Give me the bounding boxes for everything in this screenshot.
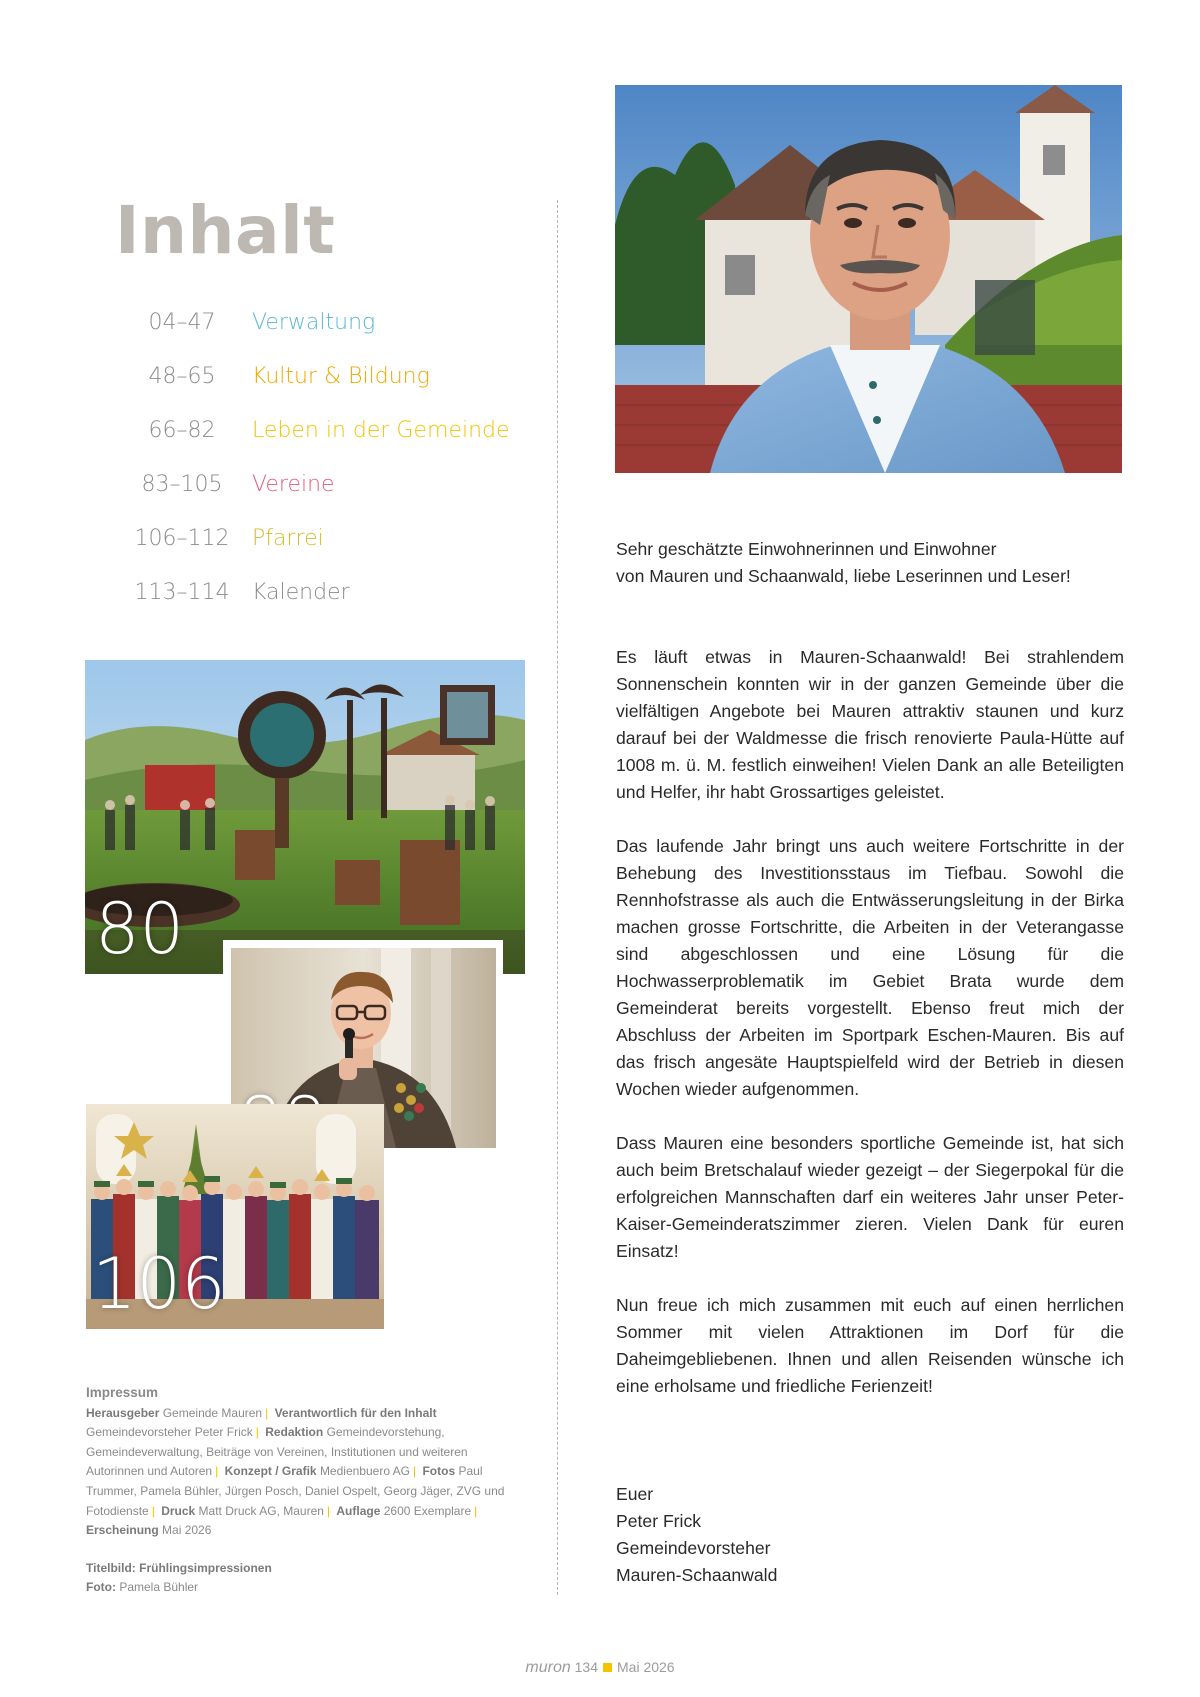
cover-photo-credit: Pamela Bühler xyxy=(119,1580,199,1595)
impressum xyxy=(86,1383,526,1598)
letter-paragraph: Dass Mauren eine besonders sportliche Gemeinde ist, hat sich auch beim Bretschalauf wieder gezeigt – der Siegerpokal für die erfolgreichen Mannschaften darf ein weiteres Jahr unser Peter-Kaiser-Gemeinderatszimmer zieren. Vielen Dank für euren Einsatz! xyxy=(616,1133,1124,1261)
salutation-line: Sehr geschätzte Einwohnerinnen und Einwohner xyxy=(616,539,997,559)
photo-market-80[interactable] xyxy=(85,660,525,974)
impressum-value: Medienbuero AG xyxy=(319,1464,410,1479)
issue-date: Mai 2026 xyxy=(617,1659,675,1675)
impressum-label: Auflage xyxy=(336,1503,381,1518)
letter-paragraph: Nun freue ich mich zusammen mit euch auf einen herrlichen Sommer mit vielen Attraktionen im Dorf für die Daheimgebliebenen. Ihnen und allen Reisenden wünsche ich eine erholsame und friedliche Ferienzeit! xyxy=(616,1295,1124,1396)
toc-label: Verwaltung xyxy=(252,310,376,335)
toc-pages: 83–105 xyxy=(141,472,223,497)
impressum-label: Druck xyxy=(161,1503,196,1518)
toc-label: Kultur & Bildung xyxy=(252,364,430,389)
impressum-value: Mai 2026 xyxy=(162,1523,212,1538)
impressum-label: Redaktion xyxy=(265,1425,324,1440)
toc-label: Leben in der Gemeinde xyxy=(252,418,510,443)
impressum-label: Konzept / Grafik xyxy=(224,1464,317,1479)
impressum-value: 2600 Exemplare xyxy=(383,1503,472,1518)
toc-item-kultur[interactable] xyxy=(112,364,552,418)
separator: | xyxy=(151,1503,155,1518)
separator: | xyxy=(265,1405,269,1420)
page-footer xyxy=(0,1659,1200,1677)
toc-pages: 04–47 xyxy=(148,310,216,335)
impressum-value: Gemeindevorstehung, Gemeindeverwaltung, Beiträge von Vereinen, Institutionen und weiteren Autorinnen und Autoren xyxy=(86,1425,468,1479)
impressum-value: Paul Trummer, Pamela Bühler, Jürgen Posch, Daniel Ospelt, Georg Jäger, ZVG und Fotodienste xyxy=(86,1464,505,1518)
toc-item-verwaltung[interactable] xyxy=(112,310,552,364)
page-title: Inhalt xyxy=(115,192,336,269)
impressum-value: Gemeindevorsteher Peter Frick xyxy=(86,1425,253,1440)
toc-pages: 113–114 xyxy=(134,580,230,605)
impressum-label: Verantwortlich für den Inhalt xyxy=(274,1405,437,1420)
impressum-value: Matt Druck AG, Mauren xyxy=(198,1503,324,1518)
cover-photo-label: Foto: xyxy=(86,1580,116,1595)
letter-paragraph: Das laufende Jahr bringt uns auch weitere Fortschritte in der Behebung des Investitionsstaus im Tiefbau. Sowohl die Rennhofstrasse als auch die Entwässerungsleitung in der Birka machen grosse Fortschritte, die Arbeiten in der Veterangasse sind abgeschlossen und eine Lösung für die Hochwasserproblematik im Gebiet Brata wurde dem Gemeinderat bereits vorgestellt. Ebenso freut mich der Abschluss der Arbeiten im Sportpark Eschen-Mauren. Bis auf das frisch angesäte Hauptspielfeld wird der Betrieb in diesen Wochen wieder aufgenommen. xyxy=(616,836,1124,1099)
letter-paragraph: Es läuft etwas in Mauren-Schaanwald! Bei strahlendem Sonnenschein konnten wir in der ganzen Gemeinde über die vielfältigen Angebote bei Mauren attraktiv staunen und kurz darauf bei der Waldmesse die frisch renovierte Paula-Hütte auf 1008 m. ü. M. festlich einweihen! Vielen Dank an alle Beteiligten und Helfer, ihr habt Grossartiges geleistet. xyxy=(616,647,1124,802)
impressum-text xyxy=(86,1404,526,1541)
toc-pages: 106–112 xyxy=(134,526,230,551)
column-divider xyxy=(557,200,558,1595)
issue-number: 134 xyxy=(574,1659,598,1675)
cover-title: Titelbild: Frühlingsimpressionen xyxy=(86,1560,272,1575)
impressum-heading: Impressum xyxy=(86,1385,159,1400)
table-of-contents xyxy=(112,310,552,634)
separator: | xyxy=(474,1503,478,1518)
toc-pages: 48–65 xyxy=(148,364,216,389)
magazine-brand: muron xyxy=(525,1659,571,1676)
signature-line: Euer xyxy=(616,1484,654,1504)
impressum-value: Gemeinde Mauren xyxy=(162,1405,263,1420)
letter-signature xyxy=(616,1481,1124,1589)
page-number-106: 106 xyxy=(92,1243,226,1325)
cover-credit xyxy=(86,1559,526,1598)
toc-item-leben[interactable] xyxy=(112,418,552,472)
separator: | xyxy=(215,1464,219,1479)
toc-item-pfarrei[interactable] xyxy=(112,526,552,580)
square-icon xyxy=(603,1663,612,1672)
portrait-peter-frick[interactable] xyxy=(615,85,1122,473)
letter-salutation xyxy=(616,536,1124,590)
signature-role: Gemeindevorsteher xyxy=(616,1538,771,1558)
impressum-label: Fotos xyxy=(422,1464,456,1479)
toc-label: Pfarrei xyxy=(252,526,324,551)
portrait-photo-image xyxy=(615,85,1122,473)
signature-name: Peter Frick xyxy=(616,1511,702,1531)
separator: | xyxy=(255,1425,259,1440)
page-number-80: 80 xyxy=(95,888,185,970)
letter-body xyxy=(616,644,1124,1427)
toc-item-kalender[interactable] xyxy=(112,580,552,634)
toc-label: Vereine xyxy=(252,472,335,497)
toc-label: Kalender xyxy=(252,580,350,605)
separator: | xyxy=(413,1464,417,1479)
impressum-label: Erscheinung xyxy=(86,1523,159,1538)
signature-place: Mauren-Schaanwald xyxy=(616,1565,778,1585)
toc-item-vereine[interactable] xyxy=(112,472,552,526)
photo-choir-106[interactable] xyxy=(86,1104,384,1329)
toc-pages: 66–82 xyxy=(148,418,216,443)
separator: | xyxy=(326,1503,331,1518)
impressum-label: Herausgeber xyxy=(86,1405,160,1420)
salutation-line: von Mauren und Schaanwald, liebe Leserinnen und Leser! xyxy=(616,566,1071,586)
